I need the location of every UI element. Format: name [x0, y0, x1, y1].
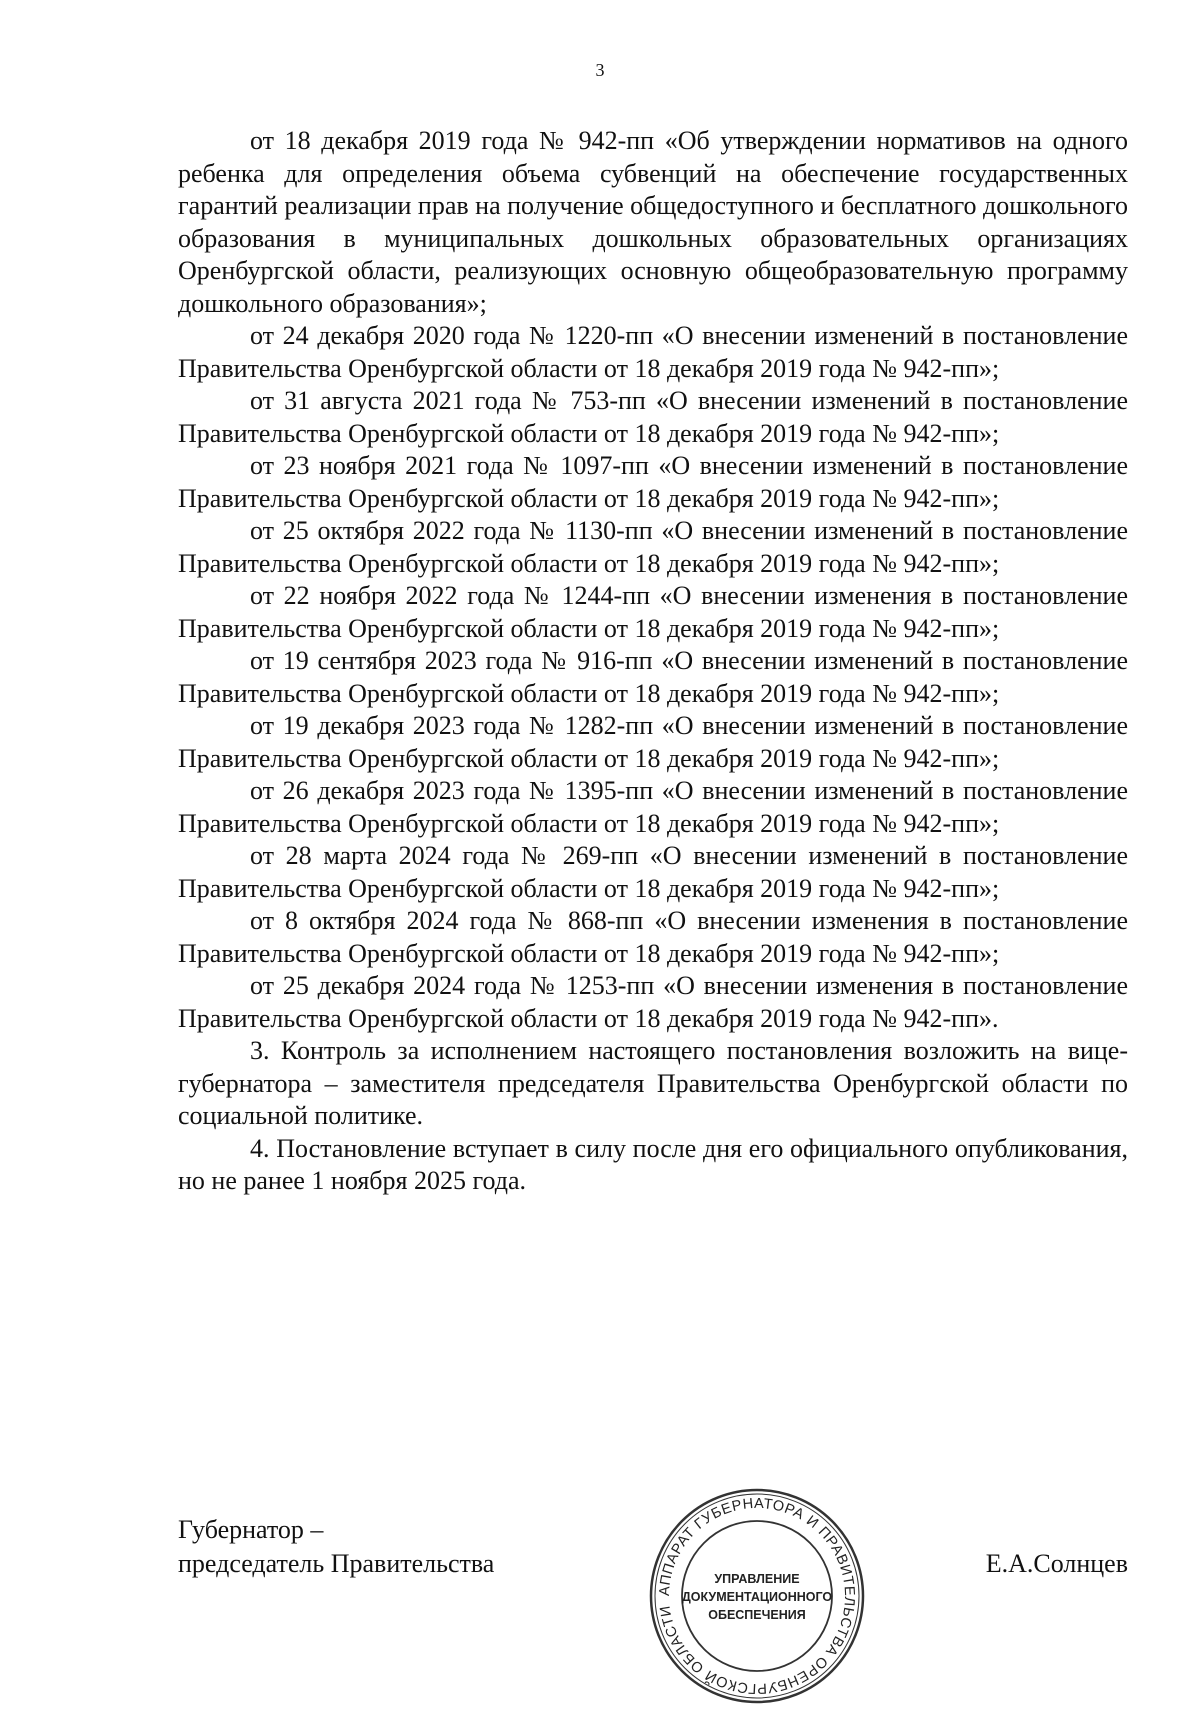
paragraph-3: от 31 августа 2021 года № 753-пп «О внесении изменений в постановление Правительства Оренбургской области от 18 декабря 2019 года № 942-пп»;: [178, 386, 1128, 448]
seal-inner-line-3: ОБЕСПЕЧЕНИЯ: [708, 1608, 806, 1622]
official-seal-stamp: [646, 1485, 868, 1707]
paragraph-13-control: 3. Контроль за исполнением настоящего постановления возложить на вице-губернатора – заместителя председателя Правительства Оренбургской области по социальной политике.: [178, 1036, 1128, 1130]
paragraph-12: от 25 декабря 2024 года № 1253-пп «О внесении изменения в постановление Правительства Оренбургской области от 18 декабря 2019 года № 942-пп».: [178, 971, 1128, 1033]
signatory-title-line-1: Губернатор –: [178, 1515, 324, 1544]
seal-inner-line-1: УПРАВЛЕНИЕ: [714, 1572, 800, 1586]
document-body: [178, 125, 1128, 1198]
paragraph-10: от 28 марта 2024 года № 269-пп «О внесении изменений в постановление Правительства Оренбургской области от 18 декабря 2019 года № 942-пп»;: [178, 841, 1128, 903]
paragraph-7: от 19 сентября 2023 года № 916-пп «О внесении изменений в постановление Правительства Оренбургской области от 18 декабря 2019 года № 942-пп»;: [178, 646, 1128, 708]
paragraph-1: от 18 декабря 2019 года № 942-пп «Об утверждении нормативов на одного ребенка для определения объема субвенций на обеспечение государственных гарантий реализации прав на получение общедоступного и бесплатного дошкольного образования в муниципальных дошкольных образовательных организациях Оренбургской области, реализующих основную общеобразовательную программу дошкольного образования»;: [178, 126, 1128, 318]
paragraph-8: от 19 декабря 2023 года № 1282-пп «О внесении изменений в постановление Правительства Оренбургской области от 18 декабря 2019 года № 942-пп»;: [178, 711, 1128, 773]
signatory-title: [178, 1513, 494, 1581]
signature-block: [178, 1485, 1128, 1697]
paragraph-2: от 24 декабря 2020 года № 1220-пп «О внесении изменений в постановление Правительства Оренбургской области от 18 декабря 2019 года № 942-пп»;: [178, 321, 1128, 383]
page-number: 3: [595, 60, 605, 80]
seal-graphic: [646, 1485, 868, 1707]
seal-inner-line-2: ДОКУМЕНТАЦИОННОГО: [681, 1590, 833, 1604]
paragraph-5: от 25 октября 2022 года № 1130-пп «О внесении изменений в постановление Правительства Оренбургской области от 18 декабря 2019 года № 942-пп»;: [178, 516, 1128, 578]
paragraph-14-effective-date: 4. Постановление вступает в силу после дня его официального опубликования, но не ранее 1 ноября 2025 года.: [178, 1133, 1128, 1195]
paragraph-11: от 8 октября 2024 года № 868-пп «О внесении изменения в постановление Правительства Оренбургской области от 18 декабря 2019 года № 942-пп»;: [178, 906, 1128, 968]
signatory-name: Е.А.Солнцев: [985, 1549, 1128, 1578]
paragraph-6: от 22 ноября 2022 года № 1244-пп «О внесении изменения в постановление Правительства Оренбургской области от 18 декабря 2019 года № 942-пп»;: [178, 581, 1128, 643]
signatory-title-line-2: председатель Правительства: [178, 1549, 495, 1578]
paragraph-9: от 26 декабря 2023 года № 1395-пп «О внесении изменений в постановление Правительства Оренбургской области от 18 декабря 2019 года № 942-пп»;: [178, 776, 1128, 838]
paragraph-4: от 23 ноября 2021 года № 1097-пп «О внесении изменений в постановление Правительства Оренбургской области от 18 декабря 2019 года № 942-пп»;: [178, 451, 1128, 513]
seal-ring-textpath: АППАРАТ ГУБЕРНАТОРА И ПРАВИТЕЛЬСТВА ОРЕНБУРГСКОЙ ОБЛАСТИ: [656, 1495, 858, 1697]
